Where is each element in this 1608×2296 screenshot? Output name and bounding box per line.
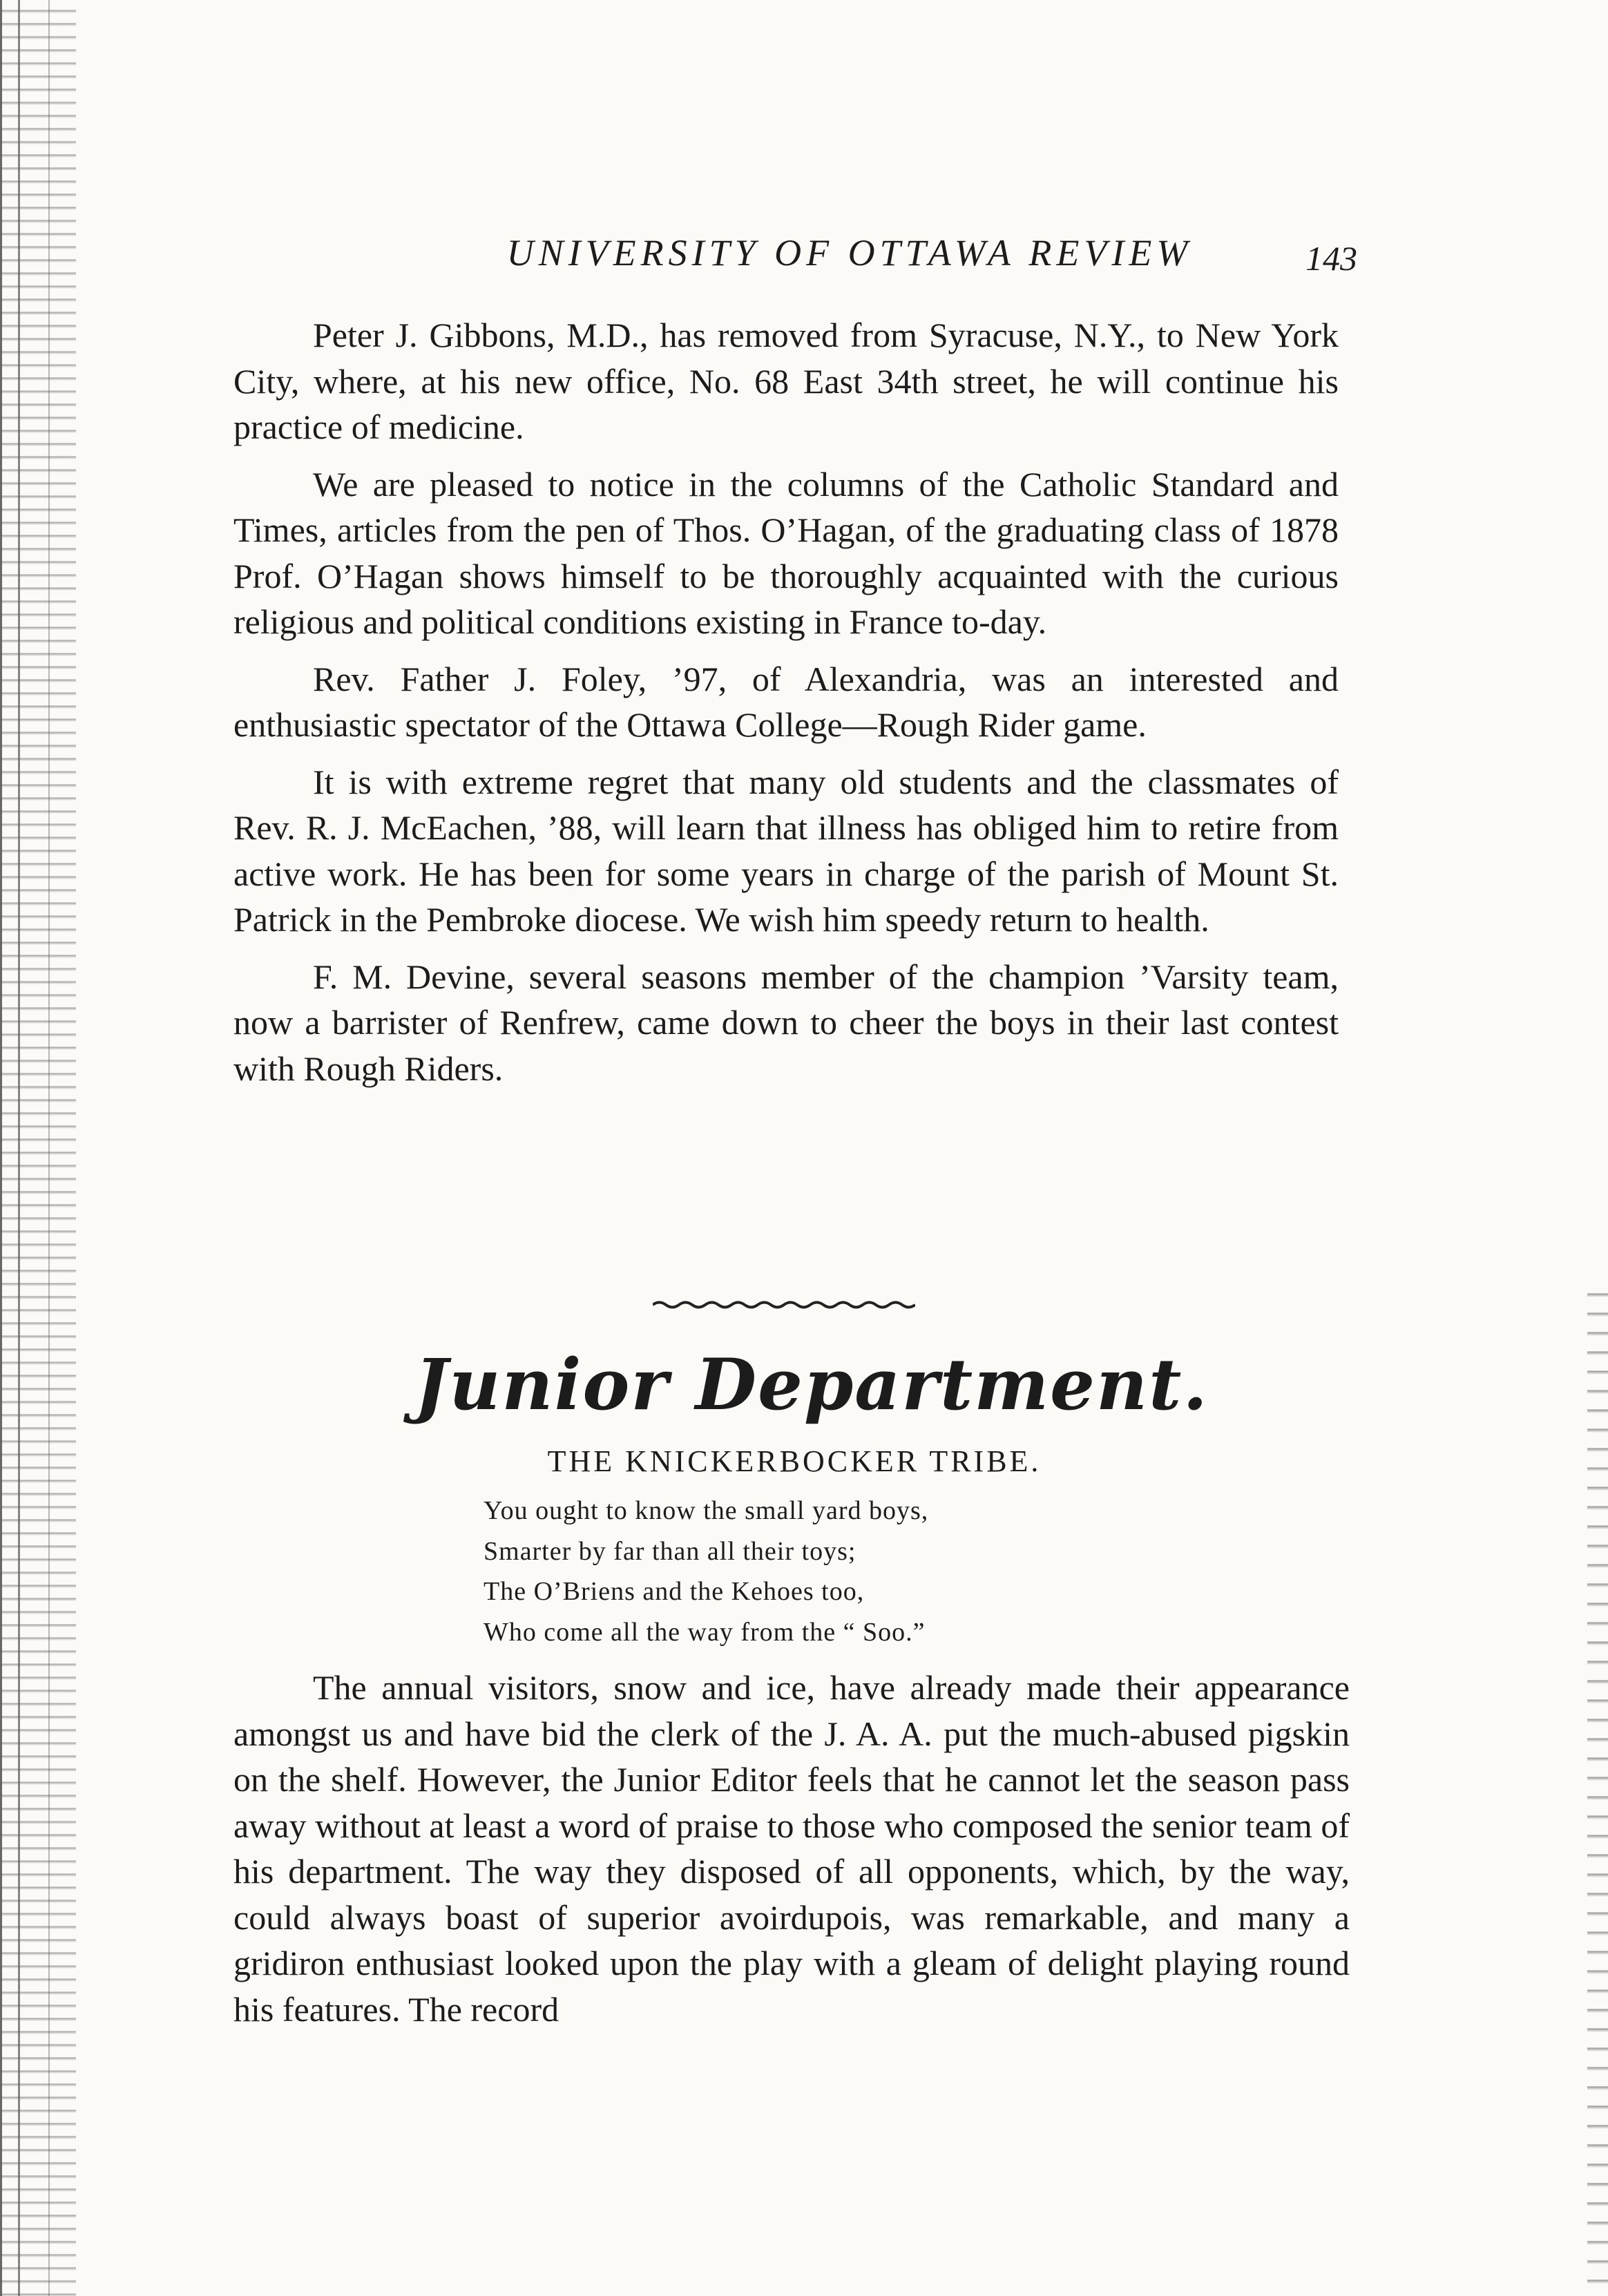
poem-line: Smarter by far than all their toys; <box>484 1536 856 1566</box>
poem-line: The O’Briens and the Kehoes too, <box>484 1577 865 1606</box>
alumni-notes <box>233 312 1339 1102</box>
running-header: UNIVERSITY OF OTTAWA REVIEW <box>506 232 1193 274</box>
paragraph-foley: Rev. Father J. Foley, ’97, of Alexandria, was an interested and enthusiastic spectator of the Ottawa College—Rough Rider game. <box>233 659 1339 744</box>
paragraph-annual-visitors: The annual visitors, snow and ice, have already made their appearance amongst us and have bid the clerk of the J. A. A. put the much-abused pigskin on the shelf. However, the Junior Editor feels that he cannot let the season pass away without at least a word of praise to those who composed the senior team of his department. The way they disposed of all opponents, which, by the way, could always boast of superior avoirdupois, was remarkable, and many a gridiron enthusiast looked upon the play with a gleam of delight playing round his features. The record <box>233 1668 1350 2029</box>
paragraph-ohagan: We are pleased to notice in the columns of the Catholic Standard and Times, articles from the pen of Thos. O’Hagan, of the graduating class of 1878 Prof. O’Hagan shows himself to be thoroughly acquainted with the curious religious and political conditions existing in France to-day. <box>233 464 1339 641</box>
junior-department-title: Junior Department. <box>414 1343 1209 1426</box>
paragraph-devine: F. M. Devine, several seasons member of the champion ’Varsity team, now a barrister of Renfrew, came down to cheer the boys in their last contest with Rough Riders. <box>233 957 1339 1088</box>
poem-line: Who come all the way from the “ Soo.” <box>484 1617 926 1647</box>
poem <box>484 1491 1174 1652</box>
knickerbocker-subtitle: THE KNICKERBOCKER TRIBE. <box>547 1444 1042 1478</box>
poem-line: You ought to know the small yard boys, <box>484 1496 929 1525</box>
paragraph-gibbons: Peter J. Gibbons, M.D., has removed from Syracuse, N.Y., to New York City, where, at his new office, No. 68 East 34th street, he will continue his practice of medicine. <box>233 316 1339 446</box>
paragraph-mceachen: It is with extreme regret that many old students and the classmates of Rev. R. J. McEachen, ’88, will learn that illness has obliged him to retire from active work. He has been for some years in charge of the parish of Mount St. Patrick in the Pembroke diocese. We wish him speedy return to health. <box>233 762 1339 939</box>
junior-department-text <box>233 1665 1350 2032</box>
page-number: 143 <box>1305 239 1357 278</box>
wavy-divider <box>653 1299 915 1311</box>
